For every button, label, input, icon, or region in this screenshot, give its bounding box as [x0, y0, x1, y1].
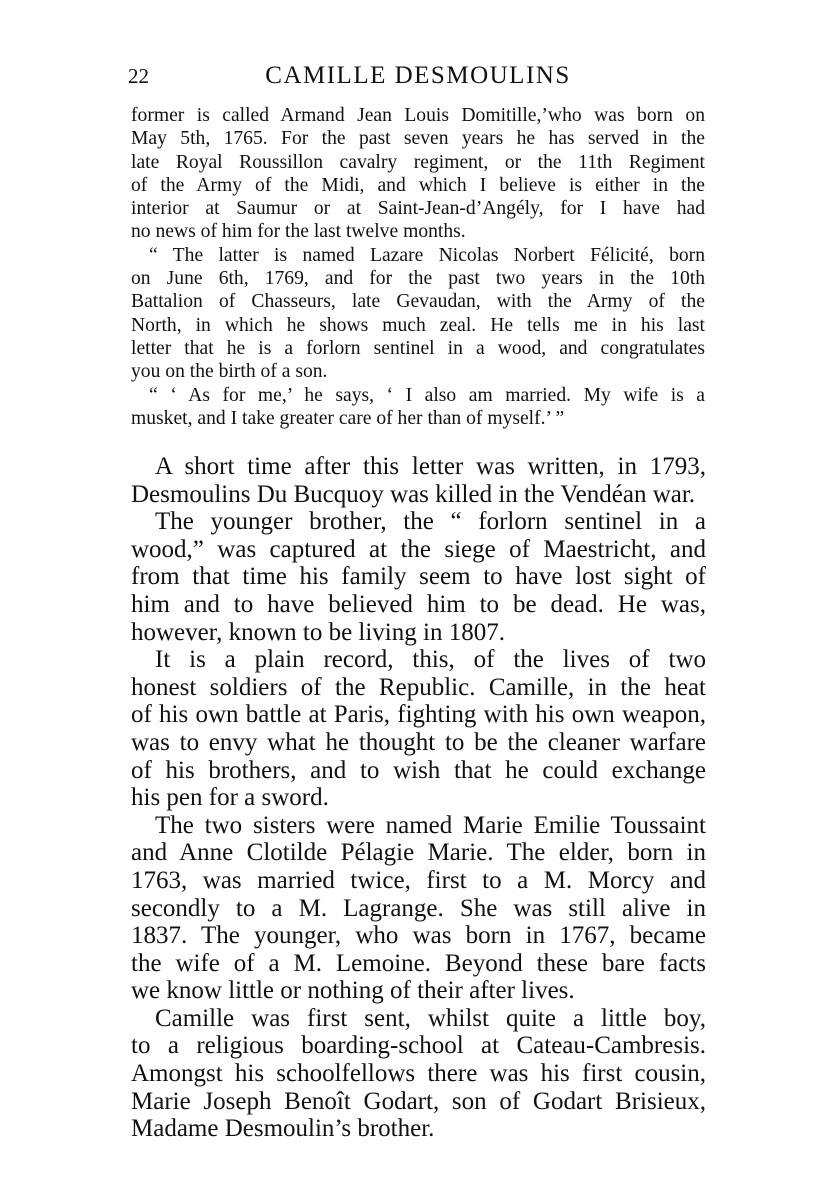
letter-paragraph: [131, 384, 705, 431]
text-line: Battalion of Chasseurs, late Gevaudan, with the Army of the: [131, 291, 705, 313]
text-line: A short time after this letter was written, in 1793,: [155, 453, 706, 480]
text-line: him and to have believed him to be dead. He was,: [131, 590, 706, 618]
text-line: from that time his family seem to have lost sight of: [131, 563, 706, 591]
page-header: [128, 62, 708, 94]
text-line: “ ‘ As for me,’ he says, ‘ I also am married. My wife is a: [149, 384, 705, 406]
letter-paragraph: [131, 244, 705, 384]
text-line: wood,” was captured at the siege of Maestricht, and: [131, 535, 706, 563]
text-line: interior at Saumur or at Saint-Jean-d’Angély, for I have had: [131, 198, 705, 220]
body-paragraph: [131, 1005, 706, 1143]
text-line: on June 6th, 1769, and for the past two years in the 10th: [131, 268, 705, 290]
text-line: however, known to be living in 1807.: [131, 618, 505, 646]
text-line: was to envy what he thought to be the cleaner warfare: [131, 728, 706, 756]
text-line: musket, and I take greater care of her than of myself.’ ”: [131, 407, 565, 429]
body-text: [131, 453, 706, 1143]
running-title: CAMILLE DESMOULINS: [265, 62, 571, 89]
text-line: May 5th, 1765. For the past seven years he has served in the: [131, 128, 705, 150]
text-line: 1837. The younger, who was born in 1767, became: [131, 922, 706, 950]
text-line: North, in which he shows much zeal. He tells me in his last: [131, 314, 705, 336]
text-line: Amongst his schoolfellows there was his first cousin,: [131, 1060, 706, 1088]
text-line: no news of him for the last twelve months.: [131, 221, 466, 243]
text-line: Madame Desmoulin’s brother.: [131, 1115, 435, 1143]
text-line: Camille was first sent, whilst quite a little boy,: [155, 1004, 706, 1032]
text-line: the wife of a M. Lemoine. Beyond these bare facts: [131, 949, 706, 977]
text-line: It is a plain record, this, of the lives of two: [155, 646, 706, 674]
text-line: late Royal Roussillon cavalry regiment, or the 11th Regiment: [131, 151, 705, 173]
text-line: to a religious boarding-school at Cateau-Cambresis.: [131, 1032, 706, 1060]
text-line: honest soldiers of the Republic. Camille, in the heat: [131, 673, 706, 701]
letter-paragraph: [131, 104, 705, 244]
text-line: we know little or nothing of their after lives.: [131, 977, 575, 1005]
text-line: of his brothers, and to wish that he could exchange: [131, 756, 706, 784]
text-line: secondly to a M. Lagrange. She was still alive in: [131, 894, 706, 922]
body-paragraph: [131, 646, 706, 812]
text-line: of his own battle at Paris, fighting with his own weapon,: [131, 701, 706, 729]
text-line: Marie Joseph Benoît Godart, son of Godart Brisieux,: [131, 1087, 706, 1115]
text-line: Desmoulins Du Bucquoy was killed in the Vendéan war.: [131, 480, 696, 508]
text-line: letter that he is a forlorn sentinel in a wood, and congratulates: [131, 337, 705, 359]
body-paragraph: [131, 453, 706, 508]
text-line: you on the birth of a son.: [131, 361, 328, 383]
text-line: The two sisters were named Marie Emilie Toussaint: [155, 811, 706, 839]
text-line: former is called Armand Jean Louis Domitille,’who was born on: [131, 105, 705, 126]
text-line: of the Army of the Midi, and which I believe is either in the: [131, 174, 705, 196]
text-line: and Anne Clotilde Pélagie Marie. The elder, born in: [131, 839, 706, 867]
text-line: 1763, was married twice, first to a M. Morcy and: [131, 866, 706, 894]
text-line: “ The latter is named Lazare Nicolas Norbert Félicité, born: [149, 244, 705, 266]
text-line: his pen for a sword.: [131, 784, 329, 812]
quoted-letter: [131, 104, 705, 430]
body-paragraph: [131, 812, 706, 1005]
text-line: The younger brother, the “ forlorn sentinel in a: [155, 508, 706, 536]
body-paragraph: [131, 508, 706, 646]
page-number: 22: [128, 64, 149, 88]
